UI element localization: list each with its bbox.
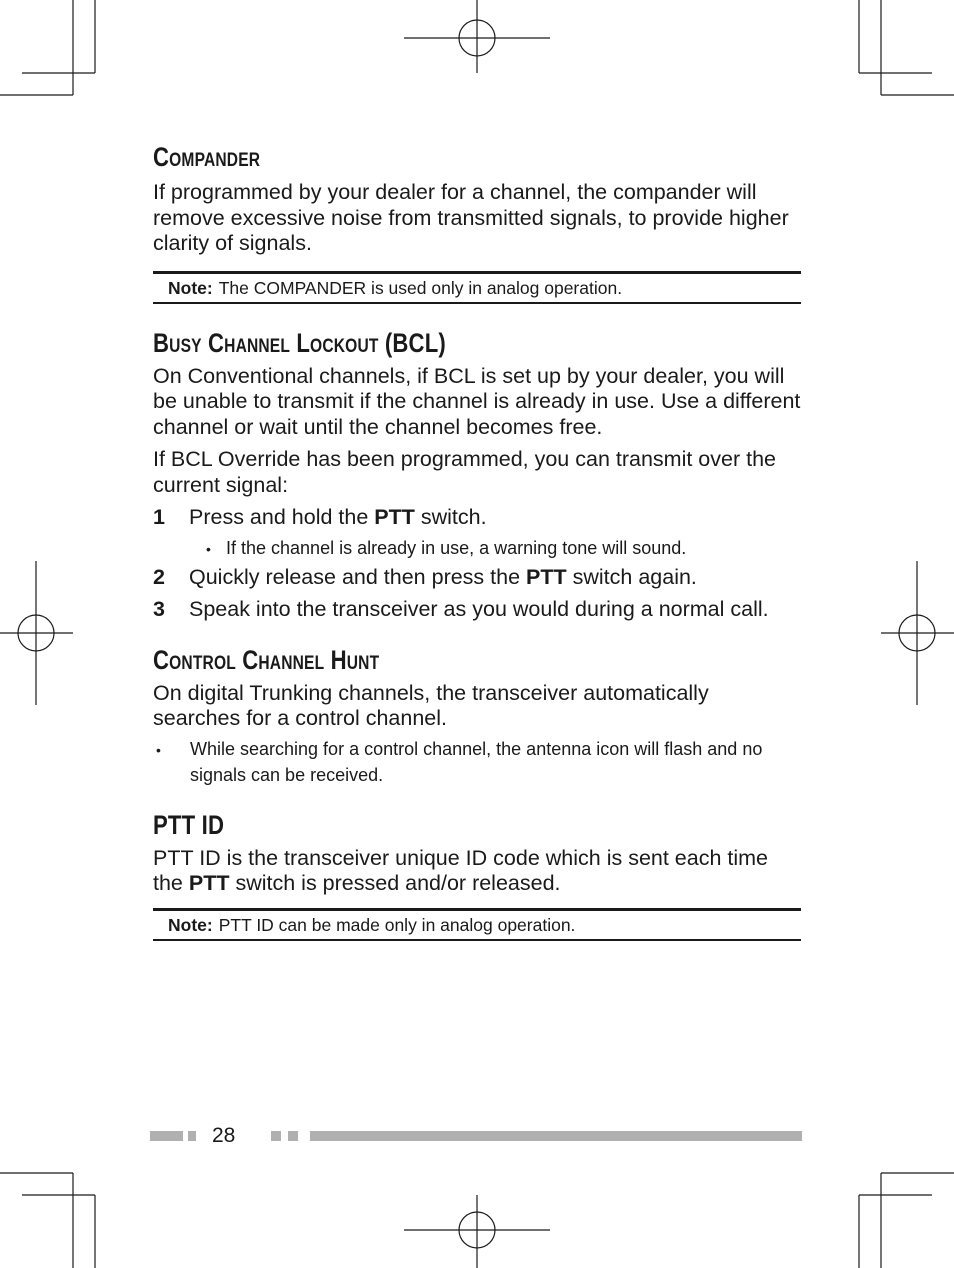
step-bold: PTT <box>374 505 415 529</box>
bullet-icon: • <box>206 540 211 557</box>
note-text: PTT ID can be made only in analog operation. <box>218 914 576 935</box>
section-title-compander: Compander <box>153 142 261 172</box>
compander-note <box>153 271 801 304</box>
step-number: 1 <box>153 505 165 529</box>
cch-bullet <box>153 736 801 788</box>
pttid-note <box>153 908 801 941</box>
step-1 <box>153 505 801 531</box>
section-ptt-id <box>153 808 801 941</box>
note-label: Note: <box>168 277 213 298</box>
step-text: switch. <box>414 505 487 529</box>
footer-bar-segment <box>271 1131 281 1141</box>
bullet-icon: • <box>156 741 161 758</box>
page-content <box>153 140 801 941</box>
step-number: 3 <box>153 597 165 621</box>
footer-bar-segment <box>150 1131 183 1141</box>
section-title-ptt-id: PTT ID <box>153 809 225 840</box>
section-title-control-channel-hunt: Control Channel Hunt <box>153 644 380 675</box>
section-bcl <box>153 326 801 623</box>
note-text: The COMPANDER is used only in analog operation. <box>218 277 623 298</box>
step-text: Press and hold the <box>189 505 375 529</box>
step-3 <box>153 597 801 623</box>
pttid-body-text: PTT ID is the transceiver unique ID code which is sent each time the <box>153 845 769 895</box>
cch-body: On digital Trunking channels, the transceiver automatically searches for a control channel. <box>153 680 709 730</box>
pttid-body-bold: PTT <box>188 871 230 895</box>
section-compander <box>153 140 801 304</box>
pttid-body-text: switch is pressed and/or released. <box>229 871 561 895</box>
footer-bar-segment <box>188 1131 196 1141</box>
cch-bullet-text: While searching for a control channel, the antenna icon will flash and no signals can be received. <box>190 738 763 785</box>
step-number: 2 <box>153 564 165 589</box>
page-number: 28 <box>212 1124 236 1147</box>
sub-bullet-text: If the channel is already in use, a warning tone will sound. <box>226 537 687 558</box>
step-text: switch again. <box>566 564 697 589</box>
page-footer <box>0 1124 954 1148</box>
step-bold: PTT <box>526 564 567 589</box>
step-1-sub-bullet <box>153 537 801 559</box>
step-text: Speak into the transceiver as you would during a normal call. <box>189 597 769 621</box>
footer-bar-segment <box>288 1131 298 1141</box>
step-2 <box>153 565 801 591</box>
section-title-bcl: Busy Channel Lockout (BCL) <box>153 327 446 358</box>
bcl-body-1: On Conventional channels, if BCL is set up by your dealer, you will be unable to transmit if the channel is already in use. Use a different channel or wait until the channel becomes free. <box>153 363 801 439</box>
step-text: Quickly release and then press the <box>189 564 527 589</box>
compander-body: If programmed by your dealer for a channel, the compander will remove excessive noise from transmitted signals, to provide higher clarity of signals. <box>153 180 789 255</box>
note-label: Note: <box>168 914 213 935</box>
footer-bar-long <box>310 1131 802 1141</box>
bcl-body-2: If BCL Override has been programmed, you can transmit over the current signal: <box>153 447 776 497</box>
section-control-channel-hunt <box>153 643 801 788</box>
bcl-steps <box>153 505 801 623</box>
pttid-body <box>153 846 801 897</box>
